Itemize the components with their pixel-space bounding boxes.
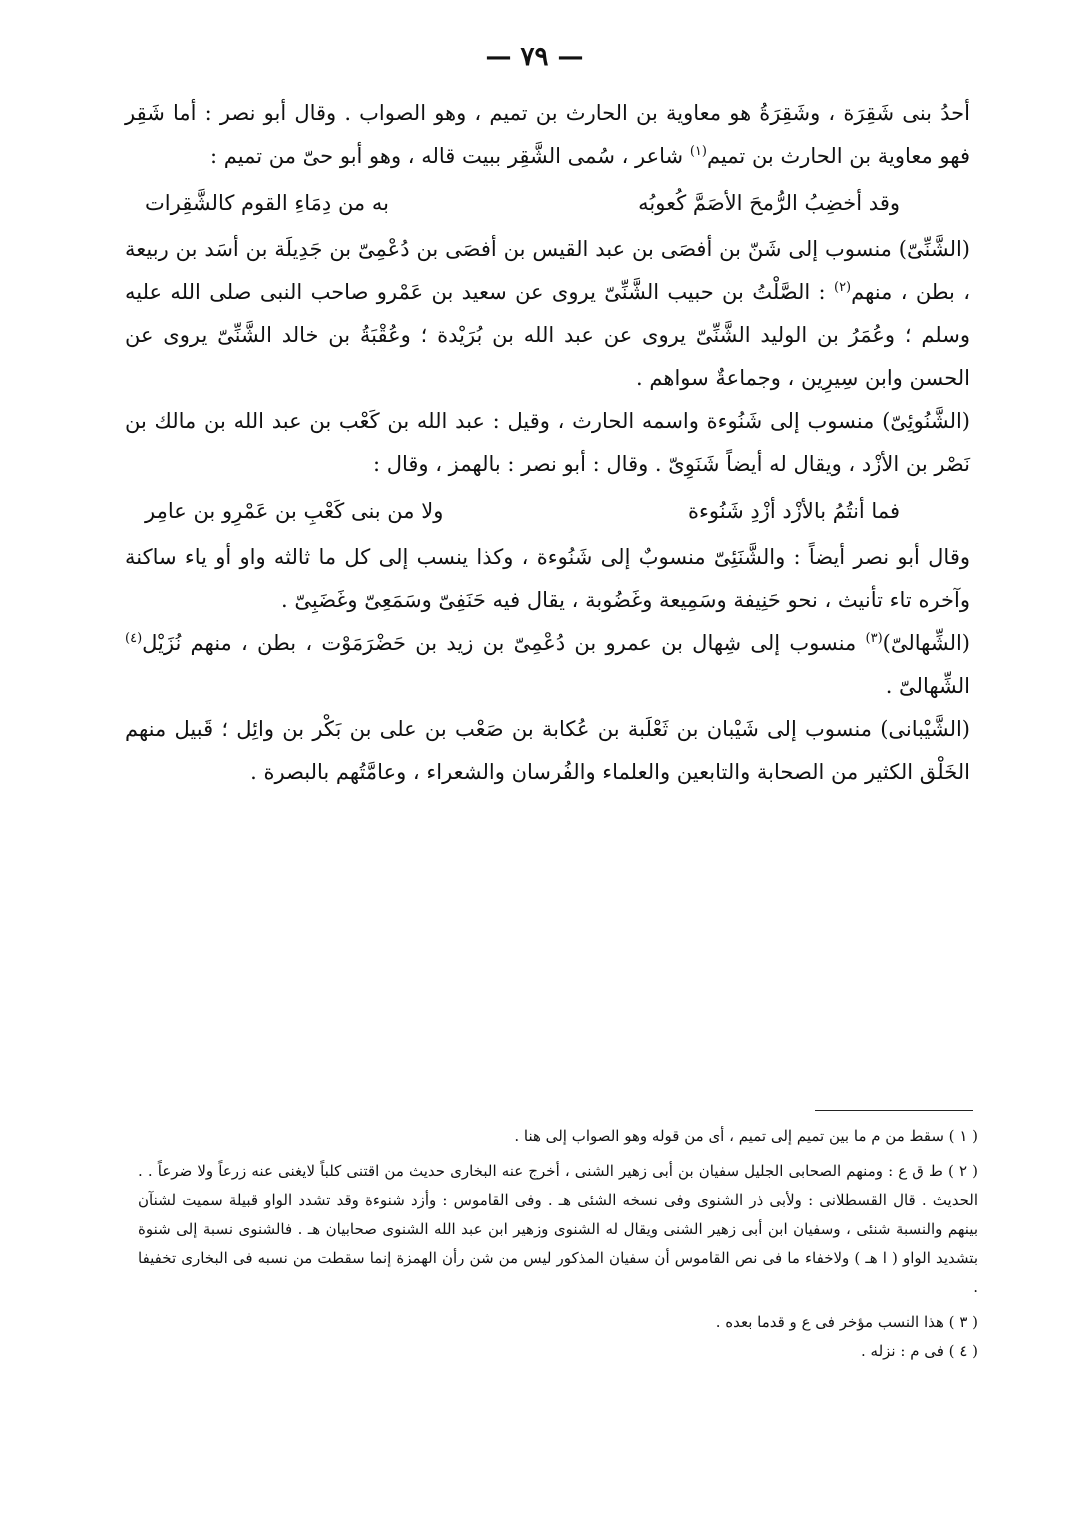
verse-1 (125, 178, 970, 228)
entry-shanui (125, 400, 970, 486)
footnote-4: ( ٤ ) فى م : نزله . (861, 1342, 978, 1360)
footnote-2: ( ٢ ) ط ق ع : ومنهم الصحابى الجليل سفيان بن أبى زهير الشنى ، أخرج عنه البخارى حديث من اقتنى كلباً لايغنى عنه زرعاً ولا ضرعاً . . الحديث . قال القسطلانى : ولأبى ذر الشنوى وفى نسخه الشئى هـ . وفى القاموس : وأزد شنوءة وقد تشدد الواو قبيلة سميت لشنآن بينهم والنسبة شنئى ، وسفيان ابن أبى زهير الشنى ويقال له الشنوى وزهير ابن عبد الله الشنوى صحابيان هـ . فالشنوى نسبة إلى شنوة بتشديد الواو ( ا هـ ) ولاخفاء ما فى نص القاموس أن سفيان المذكور ليس من شن رأن الهمزة إنما سقطت من نسبه فى البخارى تخفيفا . (138, 1162, 978, 1296)
verse-1-hemistich-a: وقد أخضِبُ الرُّمحَ الأصَمَّ كُعوبُه (638, 191, 900, 215)
footnote-ref-4: (٤) (125, 631, 143, 646)
entry-shihali (125, 622, 970, 708)
entry-shihali-text: منسوب إلى شِهال بن عمرو بن دُعْمِىّ بن زيد بن حَضْرَمَوْت ، بطن ، منهم نُزَيْل (142, 631, 866, 655)
footnotes (138, 1122, 978, 1366)
entry-shanni-text: (الشَّنِّىّ) منسوب إلى شَنّ بن أفصَى بن عبد القيس بن أفصَى بن دُعْمِىّ بن جَدِيلَة بن أسَد بن ربيعة ، بطن ، منهم (125, 237, 970, 304)
entry-shanui-cont (125, 536, 970, 622)
footnote-divider (815, 1110, 973, 1111)
entry-shaybani (125, 708, 970, 794)
entry-shanni-cont: : الصَّلْتُ بن حبيب الشَّنِّىّ يروى عن سعيد بن عَمْرو صاحب النبى صلى الله عليه وسلم ؛ وعُمَرُ بن الوليد الشَّنِّىّ يروى عن عبد الله بن بُرَيْدة ؛ وعُقْبَةُ بن خالد الشَّنِّىّ يروى عن الحسن وابن سِيرِين ، وجماعةٌ سواهم . (125, 280, 970, 390)
entry-shaybani-text: (الشَّيْبانى) منسوب إلى شَيْبان بن ثَعْلَبة بن عُكابة بن صَعْب بن على بن بَكْر بن وائِل ؛ قَبيل منهم الخَلْق الكثير من الصحابة والتابعين والعلماء والفُرسان والشعراء ، وعامَّتُهم بالبصرة . (125, 717, 970, 784)
verse-2-hemistich-b: ولا من بنى كَعْبِ بن عَمْرِو بن عامِر (145, 499, 444, 523)
page-number: — ٧٩ — (485, 42, 584, 72)
footnote-ref-3: (٣) (865, 631, 883, 646)
entry-shanui-cont-text: وقال أبو نصر أيضاً : والشَّنَئِىّ منسوبٌ إلى شَنُوءة ، وكذا ينسب إلى كل ما ثالثه واو أو ياء ساكنة وآخره تاء تأنيث ، نحو حَنِيفة وسَمِيعة وغَضُوبة ، يقال فيه حَنَفِىّ وسَمَعِىّ وغَضَبِىّ . (125, 545, 970, 612)
entry-shihali-head: (الشِّهالىّ) (882, 631, 970, 655)
footnote-1: ( ١ ) سقط من م ما بين تميم إلى تميم ، أى من قوله وهو الصواب إلى هنا . (514, 1127, 978, 1145)
paragraph-intro (125, 92, 970, 178)
entry-shihali-cont: الشِّهالىّ . (885, 674, 970, 698)
verse-2-hemistich-a: فما أنتُمُ بالأزْد أزْدِ شَنُوءة (688, 499, 900, 523)
entry-shanni (125, 228, 970, 400)
entry-shanui-text: (الشَّنُوئِىّ) منسوب إلى شَنُوءة واسمه الحارث ، وقيل : عبد الله بن كَعْب بن عبد الله بن مالك بن نَصْر بن الأزْد ، ويقال له أيضاً شَنَوِىّ . وقال : أبو نصر : بالهمز ، وقال : (125, 409, 970, 476)
footnote-3: ( ٣ ) هذا النسب مؤخر فى ع و قدما بعده . (715, 1313, 978, 1331)
verse-1-hemistich-b: به من دِمَاءِ القوم كالشَّقِرات (145, 191, 389, 215)
intro-text-cont: شاعر ، سُمى الشَّقِر ببيت قاله ، وهو أبو حىّ من تميم : (210, 144, 690, 168)
main-text (125, 92, 970, 794)
footnote-ref-2: (٢) (833, 280, 852, 295)
footnote-ref-1: (١) (689, 144, 707, 159)
verse-2 (125, 486, 970, 536)
intro-text: أحدُ بنى شَقِرَة ، وشَقِرَةُ هو معاوية بن الحارث بن تميم ، وهو الصواب . وقال أبو نصر : أما شَقِر فهو معاوية بن الحارث بن تميم (125, 101, 970, 168)
